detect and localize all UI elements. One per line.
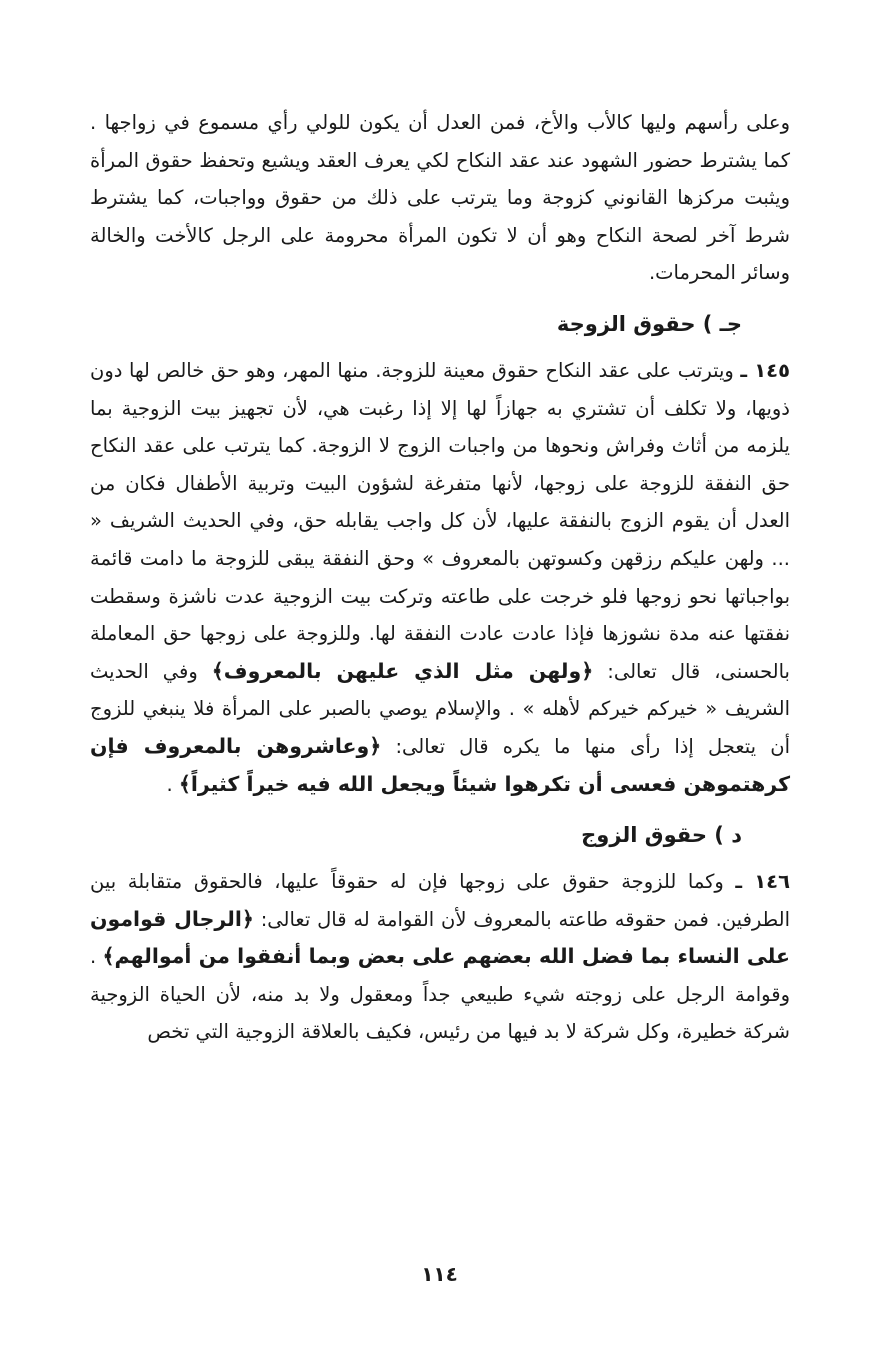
section-heading-husband-rights: د ) حقوق الزوج bbox=[581, 823, 742, 848]
paragraph-text: وفي الحديث الشريف « خيركم خيركم لأهله » . والإسلام يوصي بالصبر على المرأة فلا ينبغي للزوج أن يتعجل إذا رأى منها ما يكره قال تعالى: bbox=[90, 659, 790, 758]
paragraph-145 bbox=[90, 352, 790, 803]
page-body bbox=[90, 104, 790, 1051]
quran-quote: ﴿الرجال قوامون على النساء بما فضل الله بعضهم على بعض وبما أنفقوا من أموالهم﴾ bbox=[90, 906, 790, 969]
paragraph-146 bbox=[90, 863, 790, 1051]
paragraph-number: ١٤٦ ـ bbox=[735, 870, 790, 894]
section-heading-wife-rights: جـ ) حقوق الزوجة bbox=[556, 311, 742, 336]
paragraph-text: ويترتب على عقد النكاح حقوق معينة للزوجة. منها المهر، وهو حق خالص لها دون ذويها، ولا تكلف أن تشتري به جهازاً لها إلا إذا رغبت هي، لأن تجهيز بيت الزوجية بما يلزمه من أثاث وفراش ونحوها من واجبات الزوج لا الزوجة. كما يترتب على عقد النكاح حق النفقة للزوجة على زوجها، لأنها متفرغة لشؤون البيت وتربية الأطفال فكان من العدل أن يقوم الزوج بالنفقة عليها، لأن كل واجب يقابله حق، وفي الحديث الشريف « ... ولهن عليكم رزقهن وكسوتهن بالمعروف » وحق النفقة يبقى للزوجة ما دامت قائمة بواجباتها نحو زوجها فلو خرجت على طاعته وتركت بيت الزوجية عدت ناشزة وسقطت نفقتها عنه مدة نشوزها فإذا عادت عادت النفقة لها. وللزوجة على زوجها حق المعاملة بالحسنى، قال تعالى: bbox=[90, 358, 790, 683]
paragraph-text: . bbox=[166, 772, 179, 796]
paragraph-text: . وقوامة الرجل على زوجته شيء طبيعي جداً ومعقول ولا بد منه، لأن الحياة الزوجية شركة خطيرة، وكل شركة لا بد فيها من رئيس، فكيف بالعلاقة الزوجية التي تخص bbox=[90, 945, 790, 1044]
paragraph-number: ١٤٥ ـ bbox=[740, 358, 790, 382]
paragraph-intro: وعلى رأسهم وليها كالأب والأخ، فمن العدل أن يكون للولي رأي مسموع في زواجها . كما يشترط حضور الشهود عند عقد النكاح لكي يعرف العقد ويشيع وتحفظ حقوق المرأة ويثبت مركزها القانوني كزوجة وما يترتب على ذلك من حقوق وواجبات، كما يشترط شرط آخر لصحة النكاح وهو أن لا تكون المرأة محرومة على الرجل كالأخت والخالة وسائر المحرمات. bbox=[90, 111, 790, 285]
paragraph-text: وكما للزوجة حقوق على زوجها فإن له حقوقاً عليها، فالحقوق متقابلة بين الطرفين. فمن حقوقه طاعته بالمعروف لأن القوامة له قال تعالى: bbox=[90, 870, 791, 931]
quran-quote: ﴿وعاشروهن بالمعروف فإن كرهتموهن فعسى أن تكرهوا شيئاً ويجعل الله فيه خيراً كثيراً﴾ bbox=[90, 733, 790, 796]
quran-quote: ﴿ولهن مثل الذي عليهن بالمعروف﴾ bbox=[211, 658, 594, 683]
page-number: ١١٤ bbox=[421, 1262, 458, 1286]
